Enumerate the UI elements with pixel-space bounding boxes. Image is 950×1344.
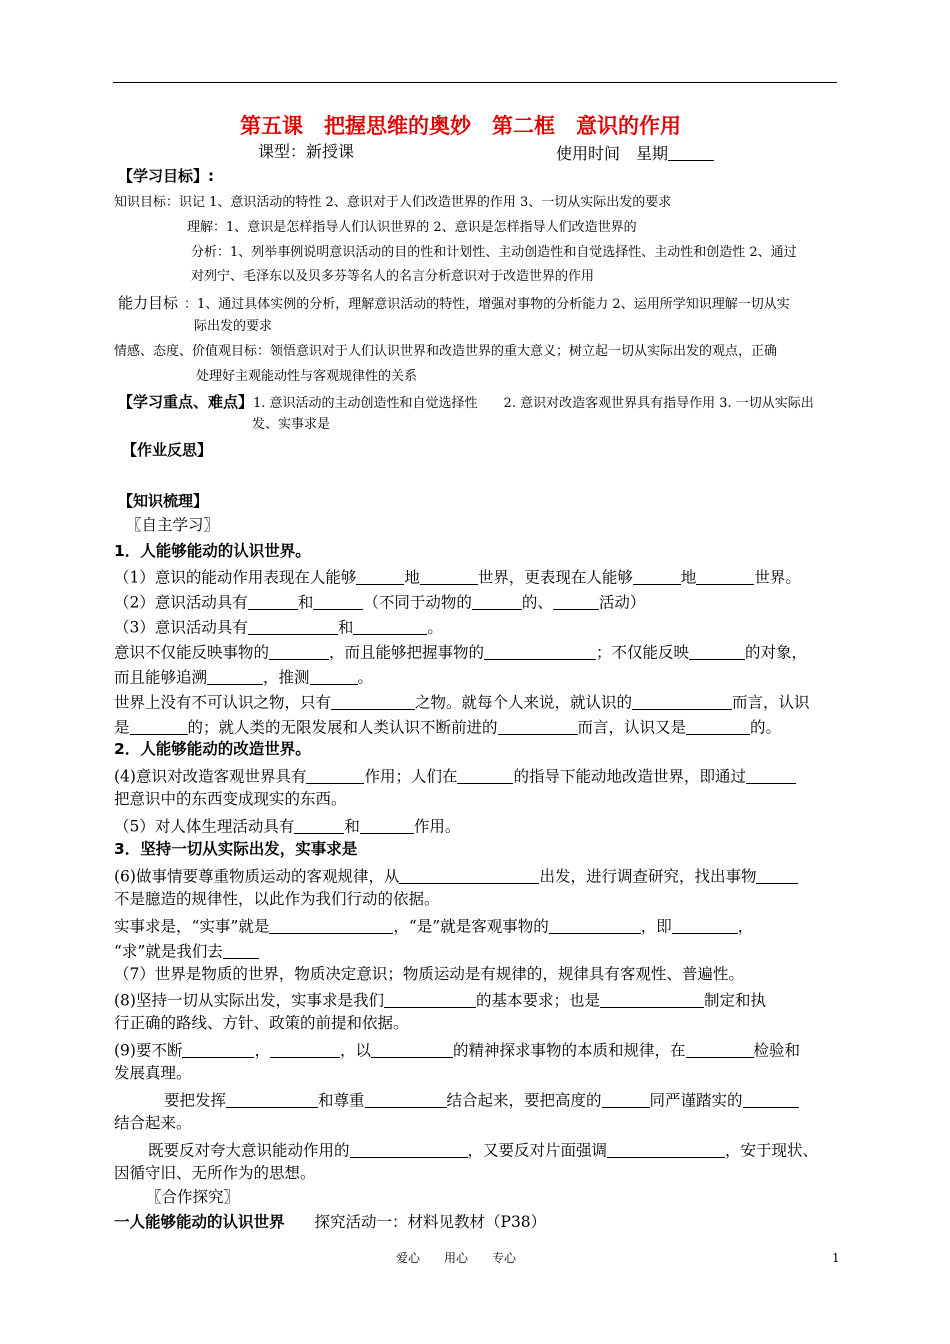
blank-line-11: (6)做事情要尊重物质运动的客观规律，从 出发，进行调查研究，找出事物 (114, 867, 798, 885)
knowledge-goal: 知识目标：识记 1、意识活动的特性 2、意识对于人们改造世界的作用 3、一切从实际出发的要求 (114, 195, 672, 210)
blank-line-20: 要把发挥 和尊重 结合起来，要把高度的 同严谨踏实的 (164, 1091, 799, 1109)
review-header: 【知识梳理】 (118, 492, 209, 510)
key-points: 【学习重点、难点】1. 意识活动的主动创造性和自觉选择性 2. 意识对改造客观世界具有指导作用 3. 一切从实际出 (118, 393, 814, 411)
header-rule (113, 82, 837, 83)
text-line-15: （7）世界是物质的世界，物质决定意识；物质运动是有规律的，规律具有客观性、普遍性。 (114, 965, 744, 983)
blank-line-16: (8)坚持一切从实际出发，实事求是我们 的基本要求；也是 制定和执 (114, 991, 766, 1010)
section-4: 一人能够能动的认识世界 探究活动一：材料见教材（P38） (114, 1213, 547, 1231)
blank-line-5: 而且能够追溯 ，推测 。 (114, 668, 374, 687)
blank-line-4: 意识不仅能反映事物的 ，而且能够把握事物的 ；不仅能反映 的对象， (114, 643, 808, 662)
section-3: 3．坚持一切从实际出发，实事求是 (114, 840, 358, 858)
text-line-9: 把意识中的东西变成现实的东西。 (114, 790, 347, 808)
blank-line-18: (9)要不断 ， ，以 的精神探求事物的本质和规律，在 检验和 (114, 1041, 801, 1060)
footer-text: 爱心 用心 专心 (396, 1251, 517, 1265)
goals-header: 【学习目标】: (118, 167, 214, 185)
self-study-header: 〖自主学习〗 (126, 516, 220, 534)
lesson-type: 课型：新授课 (258, 142, 355, 161)
homework-header: 【作业反思】 (122, 441, 213, 459)
key-points-2: 发、实事求是 (252, 417, 331, 432)
emotion-goal-2: 处理好主观能动性与客观规律性的关系 (196, 369, 418, 384)
section-2: 2．人能够能动的改造世界。 (114, 740, 311, 758)
page-title: 第五课 把握思维的奥妙 第二框 意识的作用 (240, 114, 681, 138)
page-number: 1 (832, 1251, 840, 1265)
text-line-19: 发展真理。 (114, 1064, 192, 1082)
blank-line-14: “求”就是我们去 (114, 942, 259, 960)
blank-line-6: 世界上没有不可认识之物，只有 之物。就每个人来说，就认识的 而言，认识 (114, 693, 810, 712)
blank-line-8: (4)意识对改造客观世界具有 作用；人们在 的指导下能动地改造世界，即通过 (114, 767, 796, 785)
text-line-21: 结合起来。 (114, 1114, 192, 1132)
blank-line-3: （3）意识活动具有 和 。 (114, 618, 443, 637)
usage-time: 使用时间 星期 (556, 144, 714, 162)
blank-line-22: 既要反对夸大意识能动作用的 ，又要反对片面强调 ，安于现状、 (148, 1141, 819, 1160)
knowledge-understand: 理解：1、意识是怎样指导人们认识世界的 2、意识是怎样指导人们改造世界的 (187, 220, 637, 235)
blank-line-10: （5）对人体生理活动具有 和 作用。 (114, 817, 461, 836)
blank-line-2: （2）意识活动具有 和 （不同于动物的 的、 活动） (114, 593, 646, 612)
ability-goal-2: 际出发的要求 (194, 319, 273, 334)
coop-header: 〖合作探究〗 (146, 1188, 240, 1206)
blank-line-1: （1）意识的能动作用表现在人能够 地 世界，更表现在人能够 地 世界。 (114, 568, 801, 587)
blank-line-7: 是 的；就人类的无限发展和人类认识不断前进的 而言，认识又是 的。 (114, 718, 782, 737)
knowledge-analyze: 分析：1、列举事例说明意识活动的目的性和计划性、主动创造性和自觉选择性、主动性和创造性 2、通过 (191, 245, 797, 260)
section-1: 1．人能够能动的认识世界。 (114, 542, 311, 560)
text-line-17: 行正确的路线、方针、政策的前提和依据。 (114, 1014, 409, 1032)
text-line-12: 不是臆造的规律性，以此作为我们行动的依据。 (114, 890, 440, 908)
ability-goal: 能力目标 ：1、通过具体实例的分析，理解意识活动的特性，增强对事物的分析能力 2、运用所学知识理解一切从实 (118, 294, 790, 312)
emotion-goal: 情感、态度、价值观目标：领悟意识对于人们认识世界和改造世界的重大意义；树立起一切从实际出发的观点，正确 (114, 344, 778, 359)
knowledge-analyze-2: 对列宁、毛泽东以及贝多芬等名人的名言分析意识对于改造世界的作用 (191, 269, 595, 284)
text-line-23: 因循守旧、无所作为的思想。 (114, 1164, 316, 1182)
blank-line-13: 实事求是，“实事”就是 ，“是”就是客观事物的 ，即 ， (114, 917, 754, 936)
